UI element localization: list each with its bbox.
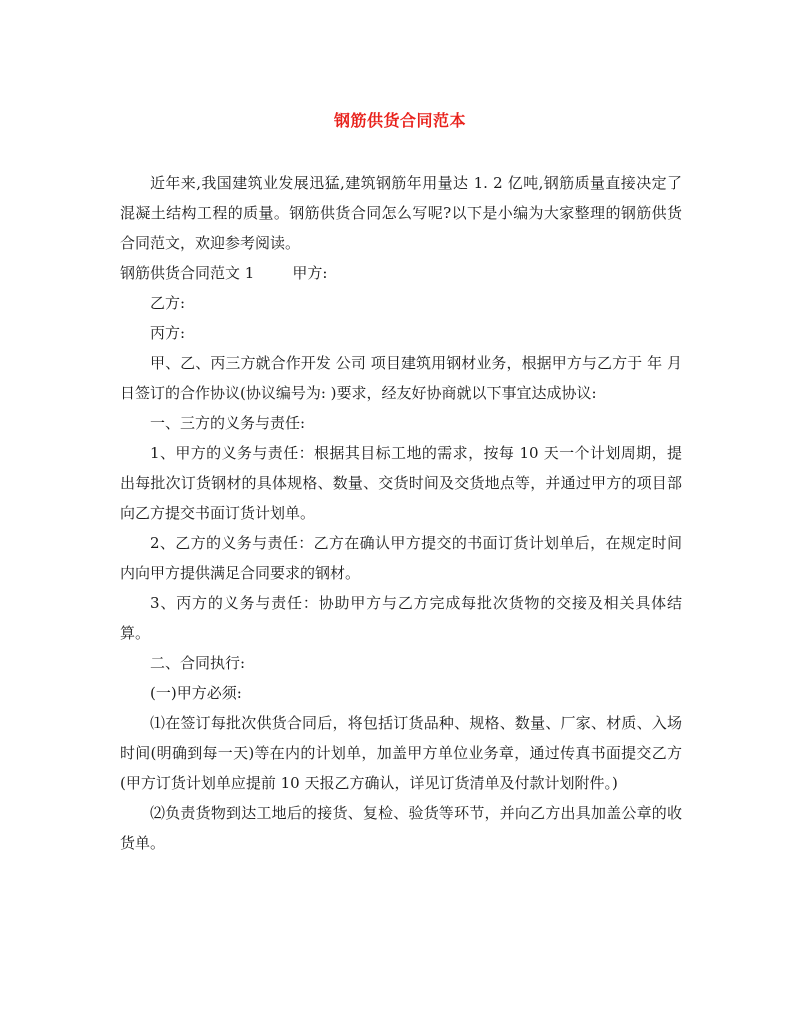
subsection1-title: (一)甲方必须: xyxy=(150,684,242,702)
party-a-label: 甲方: xyxy=(292,264,328,282)
agreement-paragraph: 甲、乙、丙三方就合作开发 公司 项目建筑用钢材业务，根据甲方与乙方于 年 月 日签订的合作协议(协议编号为: )要求，经友好协商就以下事宜达成协议: xyxy=(120,354,682,402)
party-c-label: 丙方: xyxy=(150,324,186,342)
sub-item1: ⑴在签订每批次供货合同后，将包括订货品种、规格、数量、厂家、材质、入场时间(明确到每一天)等在内的计划单，加盖甲方单位业务章，通过传真书面提交乙方(甲方订货计划单应提前 10 天报乙方确认，详见订货清单及付款计划附件。) xyxy=(120,714,682,792)
sample-heading: 钢筋供货合同范文 1 xyxy=(120,264,255,282)
intro-paragraph: 近年来,我国建筑业发展迅猛,建筑钢筋年用量达 1. 2 亿吨,钢筋质量直接决定了混凝土结构工程的质量。钢筋供货合同怎么写呢?以下是小编为大家整理的钢筋供货合同范文，欢迎参考阅读。 xyxy=(120,174,682,252)
section1-item1: 1、甲方的义务与责任：根据其目标工地的需求，按每 10 天一个计划周期，提出每批次订货钢材的具体规格、数量、交货时间及交货地点等，并通过甲方的项目部向乙方提交书面订货计划单。 xyxy=(120,444,682,522)
section1-title: 一、三方的义务与责任: xyxy=(150,414,306,432)
sub-item2: ⑵负责货物到达工地后的接货、复检、验货等环节，并向乙方出具加盖公章的收货单。 xyxy=(120,804,682,852)
section1-item3: 3、丙方的义务与责任：协助甲方与乙方完成每批次货物的交接及相关具体结算。 xyxy=(120,594,682,642)
section1-item2: 2、乙方的义务与责任：乙方在确认甲方提交的书面订货计划单后，在规定时间内向甲方提供满足合同要求的钢材。 xyxy=(120,534,682,582)
document-title: 钢筋供货合同范本 xyxy=(333,111,466,130)
sample-heading-line xyxy=(120,258,682,288)
section2-title: 二、合同执行: xyxy=(150,654,246,672)
document-body xyxy=(120,168,682,858)
party-b-label: 乙方: xyxy=(150,294,186,312)
